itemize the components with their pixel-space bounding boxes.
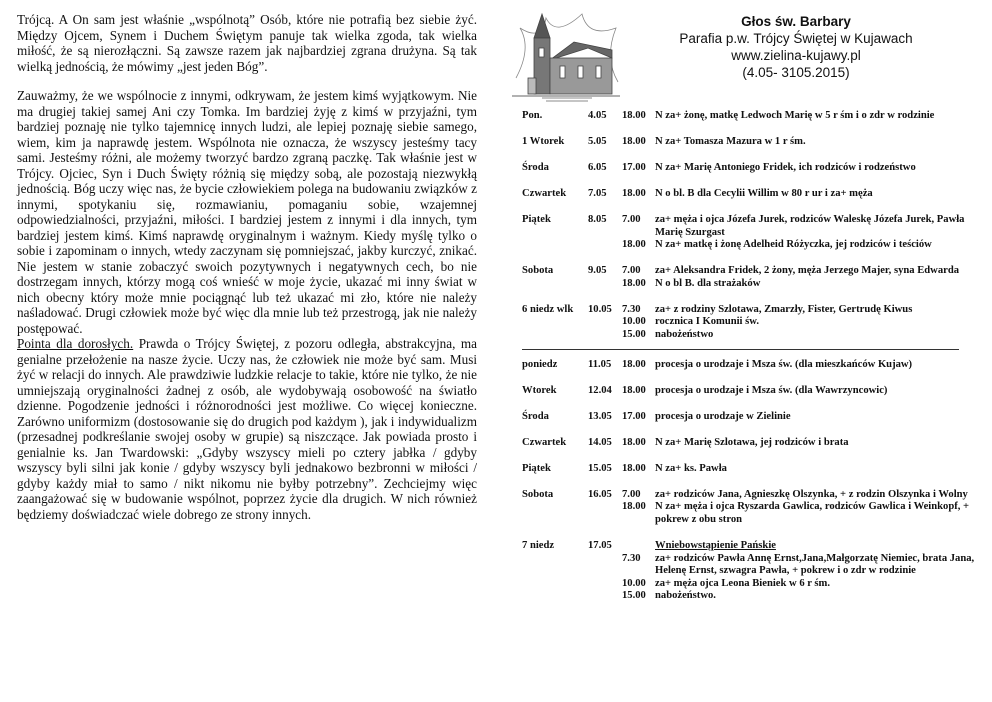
schedule-row <box>522 359 977 372</box>
entry-time: 7.00 <box>622 213 641 225</box>
schedule-row <box>522 136 977 149</box>
church-illustration <box>512 8 620 104</box>
entry-text: N za+ Marię Szlotawa, jej rodziców i brata <box>655 436 849 448</box>
entry-text: procesja o urodzaje i Msza św. (dla mieszkańców Kujaw) <box>655 358 913 370</box>
entry-time: 7.30 <box>622 552 641 564</box>
entry-text: N o bl. B dla Cecylii Willim w 80 r ur i za+ męża <box>655 187 873 199</box>
paragraph-2: Zauważmy, że we wspólnocie z innymi, odkrywam, że jestem kimś wyjątkowym. Nie ma drugiej takiej samej Ani czy Tomka. Im bardziej żyję z kimś w przyjaźni, tym bardziej poznaję nie tylko tajemnicę innych ludzi, ale lepiej poznaję siebie samego, wiem, kim ja naprawdę jestem. Wspólnota nie oznacza, że wszyscy jesteśmy tacy sami. Jesteśmy różni, ale możemy tworzyć bardzo zgraną paczkę. Tak właśnie jest w Trójcy. Ojciec, Syn i Duch Święty różnią się między sobą, ale pozostają niezwykłą jednością. Bóg uczy więc nas, że bycie człowiekiem polega na budowaniu związków z innymi, spotykaniu się, rozmawianiu, pomaganiu sobie, wzajemnej odpowiedzialności, przyjaźni, miłości. I bardziej jestem z innymi i dla innych, tym bardziej jestem kimś. Kimś naprawdę oryginalnym i ważnym. Kiedy myślę tylko o sobie i zapominam o innych, wtedy zaczynam się pomniejszać, jakby kurczyć, znikać. Nie jestem w stanie zobaczyć swoich pozytywnych i negatywnych cech, bo nie dostrzegam innych, którzy mogą coś wnieść w moje życie, ukazać mi inny świat w nich obecny który może mnie pociągnąć lub też ukazać mi zło, które nie należy naśladować. Drugi człowiek może być więc dla mnie lub też przestrogą, jak nie należy postępować. <box>17 88 477 336</box>
entry-time: 18.00 <box>622 436 646 448</box>
schedule-row <box>522 188 977 201</box>
entry-text: za+ z rodziny Szlotawa, Zmarzły, Fister, Gertrudę Kiwus <box>655 303 913 315</box>
entry-text: N za+ Tomasza Mazura w 1 r śm. <box>655 135 806 147</box>
feast-name: Wniebowstąpienie Pańskie <box>655 539 776 551</box>
entry-text: nabożeństwo. <box>655 590 716 602</box>
schedule-row <box>522 304 977 342</box>
schedule-row <box>522 540 977 603</box>
schedule-entry <box>622 590 977 603</box>
bulletin-header <box>626 13 966 81</box>
schedule-day: 1 Wtorek <box>522 135 565 147</box>
schedule-date: 12.04 <box>588 384 612 396</box>
schedule-day: Środa <box>522 410 549 422</box>
entry-time: 18.00 <box>622 187 646 199</box>
schedule-row <box>522 110 977 123</box>
schedule-day: Czwartek <box>522 187 567 199</box>
parish-name: Parafia p.w. Trójcy Świętej w Kujawach <box>679 31 913 46</box>
schedule-day: 6 niedz wlk <box>522 303 574 315</box>
schedule-entry <box>622 136 977 149</box>
schedule-day: poniedz <box>522 358 558 370</box>
entry-text: procesja o urodzaje w Zielinie <box>655 410 791 422</box>
schedule-entries <box>622 304 977 342</box>
schedule-date: 17.05 <box>588 539 612 551</box>
schedule-day: Czwartek <box>522 436 567 448</box>
schedule-entries <box>622 359 977 372</box>
schedule-date: 8.05 <box>588 213 607 225</box>
schedule-entry <box>622 578 977 591</box>
entry-time: 7.30 <box>622 303 641 315</box>
schedule-date: 15.05 <box>588 462 612 474</box>
schedule-date: 5.05 <box>588 135 607 147</box>
schedule-date: 13.05 <box>588 410 612 422</box>
schedule-entry <box>622 385 977 398</box>
schedule-day: Piątek <box>522 213 551 225</box>
schedule-row <box>522 463 977 476</box>
schedule-row <box>522 214 977 252</box>
entry-time: 18.00 <box>622 277 646 289</box>
schedule-row <box>522 385 977 398</box>
entry-time: 18.00 <box>622 135 646 147</box>
schedule-entry <box>622 188 977 201</box>
entry-text: N za+ Marię Antoniego Fridek, ich rodziców i rodzeństwo <box>655 161 916 173</box>
paragraph-3-heading: Pointa dla dorosłych. <box>17 336 134 351</box>
schedule-day: 7 niedz <box>522 539 555 551</box>
entry-text: rocznica I Komunii św. <box>655 316 759 328</box>
schedule-entry <box>622 553 977 578</box>
schedule-entry <box>622 463 977 476</box>
schedule-entries <box>622 385 977 398</box>
schedule-entries <box>622 437 977 450</box>
schedule-day: Sobota <box>522 488 554 500</box>
schedule-day: Sobota <box>522 265 554 277</box>
schedule-row <box>522 265 977 290</box>
entry-time: 10.00 <box>622 316 646 328</box>
schedule-date: 10.05 <box>588 303 612 315</box>
schedule-entry <box>622 329 977 342</box>
schedule-entries <box>622 136 977 149</box>
date-range: (4.05- 3105.2015) <box>742 65 850 80</box>
entry-text: N za+ ks. Pawła <box>655 462 727 474</box>
website-text: www.zielina-kujawy.pl <box>731 48 861 63</box>
entry-time: 15.00 <box>622 590 646 602</box>
schedule-entry <box>622 265 977 278</box>
entry-time: 18.00 <box>622 110 646 121</box>
entry-time: 17.00 <box>622 161 646 173</box>
schedule-date: 6.05 <box>588 161 607 173</box>
schedule-date: 16.05 <box>588 488 612 500</box>
entry-text: N za+ żonę, matkę Ledwoch Marię w 5 r śm i o zdr w rodzinie <box>655 110 935 121</box>
schedule-entry <box>622 437 977 450</box>
schedule-entries <box>622 214 977 252</box>
schedule-day: Wtorek <box>522 384 557 396</box>
entry-time: 18.00 <box>622 239 646 251</box>
schedule-entries <box>622 463 977 476</box>
schedule-entry <box>622 359 977 372</box>
schedule-entries <box>622 188 977 201</box>
schedule-row <box>522 489 977 527</box>
schedule-entries <box>622 110 977 123</box>
schedule-row <box>522 437 977 450</box>
schedule-day: Środa <box>522 161 549 173</box>
schedule-date: 9.05 <box>588 265 607 277</box>
schedule-entry <box>622 489 977 502</box>
entry-time: 18.00 <box>622 358 646 370</box>
schedule-day: Piątek <box>522 462 551 474</box>
entry-text: N za+ matkę i żonę Adelheid Różyczka, jej rodziców i teściów <box>655 239 932 251</box>
entry-text: za+ męża ojca Leona Bieniek w 6 r śm. <box>655 577 831 589</box>
schedule-entry <box>622 304 977 317</box>
entry-time: 18.00 <box>622 384 646 396</box>
schedule-entry <box>622 316 977 329</box>
schedule-entries <box>622 411 977 424</box>
schedule-entries <box>622 489 977 527</box>
schedule-entry <box>622 411 977 424</box>
week-divider <box>522 349 959 350</box>
entry-text: za+ męża i ojca Józefa Jurek, rodziców Waleskę Józefa Jurek, Pawła Marię Szurgast <box>655 213 965 238</box>
entry-text: za+ Aleksandra Fridek, 2 żony, męża Jerzego Majer, syna Edwarda <box>655 265 960 277</box>
schedule-entries <box>622 540 977 603</box>
entry-time: 15.00 <box>622 328 646 340</box>
schedule-entry <box>622 501 977 526</box>
schedule-date: 11.05 <box>588 358 612 370</box>
entry-text: procesja o urodzaje i Msza św. (dla Wawrzyncowic) <box>655 384 888 396</box>
entry-text: N o bl B. dla strażaków <box>655 277 761 289</box>
paragraph-1: Trójcą. A On sam jest właśnie „wspólnotą” Osób, które nie potrafią bez siebie żyć. Między Ojcem, Synem i Duchem Świętym panuje tak wielka zgoda, tak wielka miłość, że są nierozłączni. Są zawsze razem jak najbardziej zgrana drużyna. Są tak wielką jednością, że mówimy „jest jeden Bóg”. <box>17 12 477 74</box>
entry-time: 7.00 <box>622 265 641 277</box>
entry-time: 18.00 <box>622 501 646 513</box>
schedule-row <box>522 411 977 424</box>
paragraph-3-text: Prawda o Trójcy Świętej, z pozoru odległa, abstrakcyjna, ma genialne przełożenie na nasze życie. Uczy nas, że człowiek nie może być sam. Musi żyć w relacji do innych. Ale prawdziwie ludzkie relacje to takie, które nie tylko, że nie umniejszają oryginalności żadnej z osób, ale wydobywają osobowość na światło dzienne. Pogodzenie jedności i różnorodności jest możliwe. Co więcej konieczne. Zarówno uniformizm (dostosowanie się do drugich pod każdym ), jak i indywidualizm (przesadnej podkreślanie swojej osoby w grupie) są niszczące. Jak powiada prosto i genialnie ks. Jan Twardowski: „Gdyby wszyscy mieli po cztery jabłka / gdyby wszyscy byli silni jak konie / gdyby wszyscy byli jednakowo bezbronni w miłości / gdyby każdy miał to samo / nikt nikomu nie byłby potrzebny”. Zechciejmy więc zaangażować się w budowanie wspólnot, poprzez życie dla drugich. W nich również będziemy doświadczać wiele dobrego ze strony innych. <box>17 336 478 522</box>
entry-text: nabożeństwo <box>655 328 714 340</box>
schedule-entry <box>622 162 977 175</box>
schedule-entries <box>622 162 977 175</box>
paragraph-3 <box>17 336 477 522</box>
bulletin-title: Głos św. Barbary <box>741 14 851 29</box>
entry-text: za+ rodziców Pawła Annę Ernst,Jana,Małgorzatę Niemiec, brata Jana, Helenę Ernst, szwagra Pawła, + pokrew i o zdr w rodzinie <box>655 552 975 577</box>
entry-time: 18.00 <box>622 462 646 474</box>
schedule-entries <box>622 265 977 290</box>
schedule-entry <box>622 110 977 123</box>
entry-text: N za+ męża i ojca Ryszarda Gawlica, rodziców Gawlica i Weinkopf, + pokrew z obu stron <box>655 501 970 525</box>
schedule-entry <box>622 278 977 291</box>
schedule-entry <box>622 214 977 239</box>
schedule-date: 7.05 <box>588 187 607 199</box>
schedule-row <box>522 162 977 175</box>
schedule-date: 4.05 <box>588 110 607 121</box>
entry-time: 7.00 <box>622 488 641 500</box>
entry-time: 10.00 <box>622 577 646 589</box>
entry-time: 17.00 <box>622 410 646 422</box>
schedule-entry <box>622 239 977 252</box>
schedule-day: Pon. <box>522 110 543 121</box>
sermon-column <box>17 12 477 522</box>
entry-text: za+ rodziców Jana, Agnieszkę Olszynka, + z rodzin Olszynka i Wolny <box>655 488 968 500</box>
schedule-date: 14.05 <box>588 436 612 448</box>
mass-schedule <box>522 110 977 616</box>
